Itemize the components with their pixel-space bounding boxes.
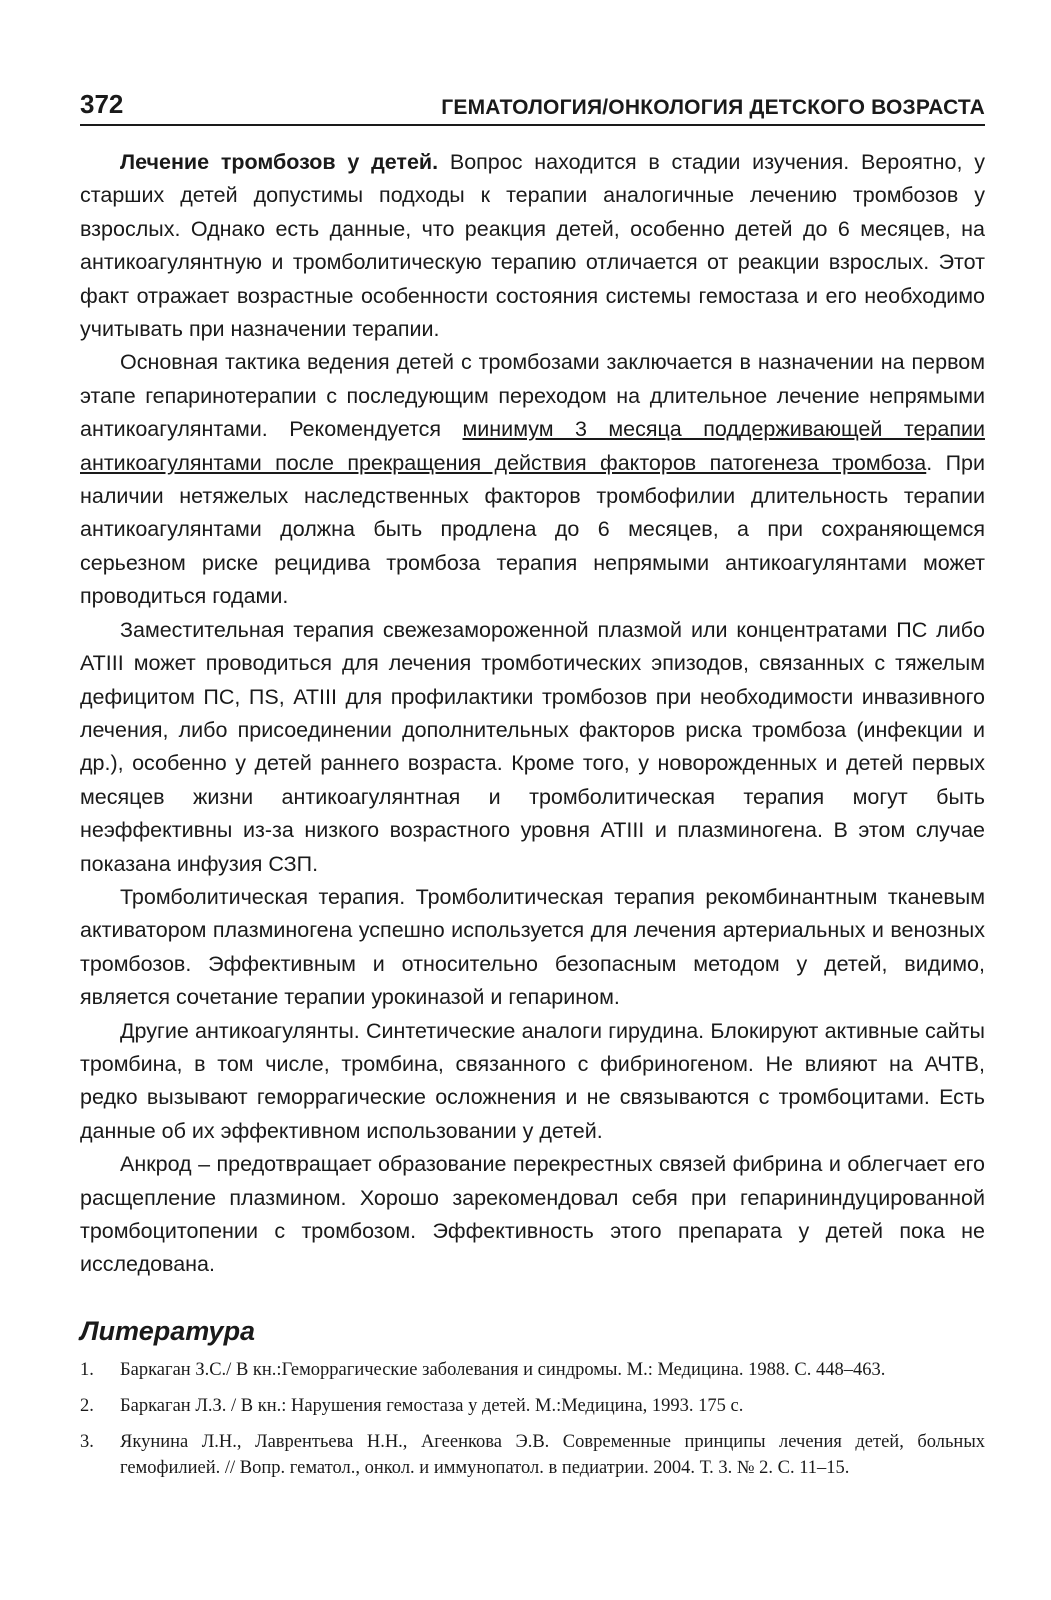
paragraph: Заместительная терапия свежезамороженной плазмой или концентратами ПС либо АТIII может проводиться для лечения тромботических эпизодов, связанных с тяжелым дефицитом ПС, ПS, АТIII для профилактики тромбозов при необходимости инвазивного лечения, либо присоединении дополнительных факторов риска тромбоза (инфекции и др.), особенно у детей раннего возраста. Кроме того, у новорожденных и детей первых месяцев жизни антикоагулянтная и тромболитическая терапия могут быть неэффективны из-за низкого возрастного уровня АТIII и плазминогена. В этом случае показана инфузия СЗП. [80, 617, 985, 876]
page-number: 372 [80, 89, 124, 119]
reference-text: Якунина Л.Н., Лаврентьева Н.Н., Агеенкова Э.В. Современные принципы лечения детей, больных гемофилией. // Вопр. гематол., онкол. и иммунопатол. в педиатрии. 2004. Т. 3. № 2. С. 11–15. [120, 1431, 985, 1478]
paragraph: Другие антикоагулянты. Синтетические аналоги гирудина. Блокируют активные сайты тромбина, в том числе, тромбина, связанного с фибриногеном. Не влияют на АЧТВ, редко вызывают геморрагические осложнения и не связываются с тромбоцитами. Есть данные об их эффективном использовании у детей. [80, 1018, 985, 1143]
reference-number: 1. [80, 1359, 94, 1380]
running-title: ГЕМАТОЛОГИЯ/ОНКОЛОГИЯ ДЕТСКОГО ВОЗРАСТА [441, 96, 985, 119]
reference-number: 2. [80, 1395, 94, 1416]
paragraph-lead: Лечение тромбозов у детей. [120, 150, 439, 174]
paragraph-text: Вопрос находится в стадии изучения. Вероятно, у старших детей допустимы подходы к терапии аналогичные лечению тромбозов у взрослых. Однако есть данные, что реакция детей, особенно детей до 6 месяцев, на антикоагулянтную и тромболитическую терапию отличается от реакции взрослых. Этот факт отражает возрастные особенности состояния системы гемостаза и его необходимо учитывать при назначении терапии. [80, 150, 985, 342]
paragraph: Тромболитическая терапия. Тромболитическая терапия рекомбинантным тканевым активатором плазминогена успешно используется для лечения артериальных и венозных тромбозов. Эффективным и относительно безопасным методом у детей, видимо, является сочетание терапии урокиназой и гепарином. [80, 884, 985, 1010]
reference-item [80, 1429, 985, 1481]
reference-number: 3. [80, 1431, 94, 1452]
paragraph [80, 146, 985, 346]
reference-text: Баркаган Л.З. / В кн.: Нарушения гемостаза у детей. М.:Медицина, 1993. 175 с. [120, 1395, 744, 1416]
reference-item [80, 1393, 985, 1419]
book-page [80, 84, 985, 1491]
references-title: Литература [80, 1315, 256, 1346]
reference-list [80, 1357, 985, 1481]
reference-text: Баркаган З.С./ В кн.:Геморрагические заболевания и синдромы. М.: Медицина. 1988. С. 448–463. [120, 1359, 886, 1380]
page-header [80, 84, 985, 126]
underlined-recommendation: минимум 3 месяца поддерживающей терапии антикоагулянтами после прекращения действия факторов патогенеза тромбоза [80, 417, 985, 475]
paragraph-text: Основная тактика ведения детей с тромбозами заключается в назначении на первом этапе гепаринотерапии с последующим переходом на длительное лечение непрямыми антикоагулянтами. Рекомендуется [80, 350, 985, 442]
paragraph [80, 346, 985, 613]
paragraph: Анкрод – предотвращает образование перекрестных связей фибрина и облегчает его расщепление плазмином. Хорошо зарекомендовал себя при гепарининдуцированной тромбоцитопении с тромбозом. Эффективность этого препарата у детей пока не исследована. [80, 1152, 985, 1277]
body-text [80, 146, 985, 1282]
paragraph-text: . При наличии нетяжелых наследственных факторов тромбофилии длительность терапии антикоагулянтами должна быть продлена до 6 месяцев, а при сохраняющемся серьезном риске рецидива тромбоза терапия непрямыми антикоагулянтами может проводиться годами. [80, 450, 985, 609]
reference-item [80, 1357, 985, 1383]
